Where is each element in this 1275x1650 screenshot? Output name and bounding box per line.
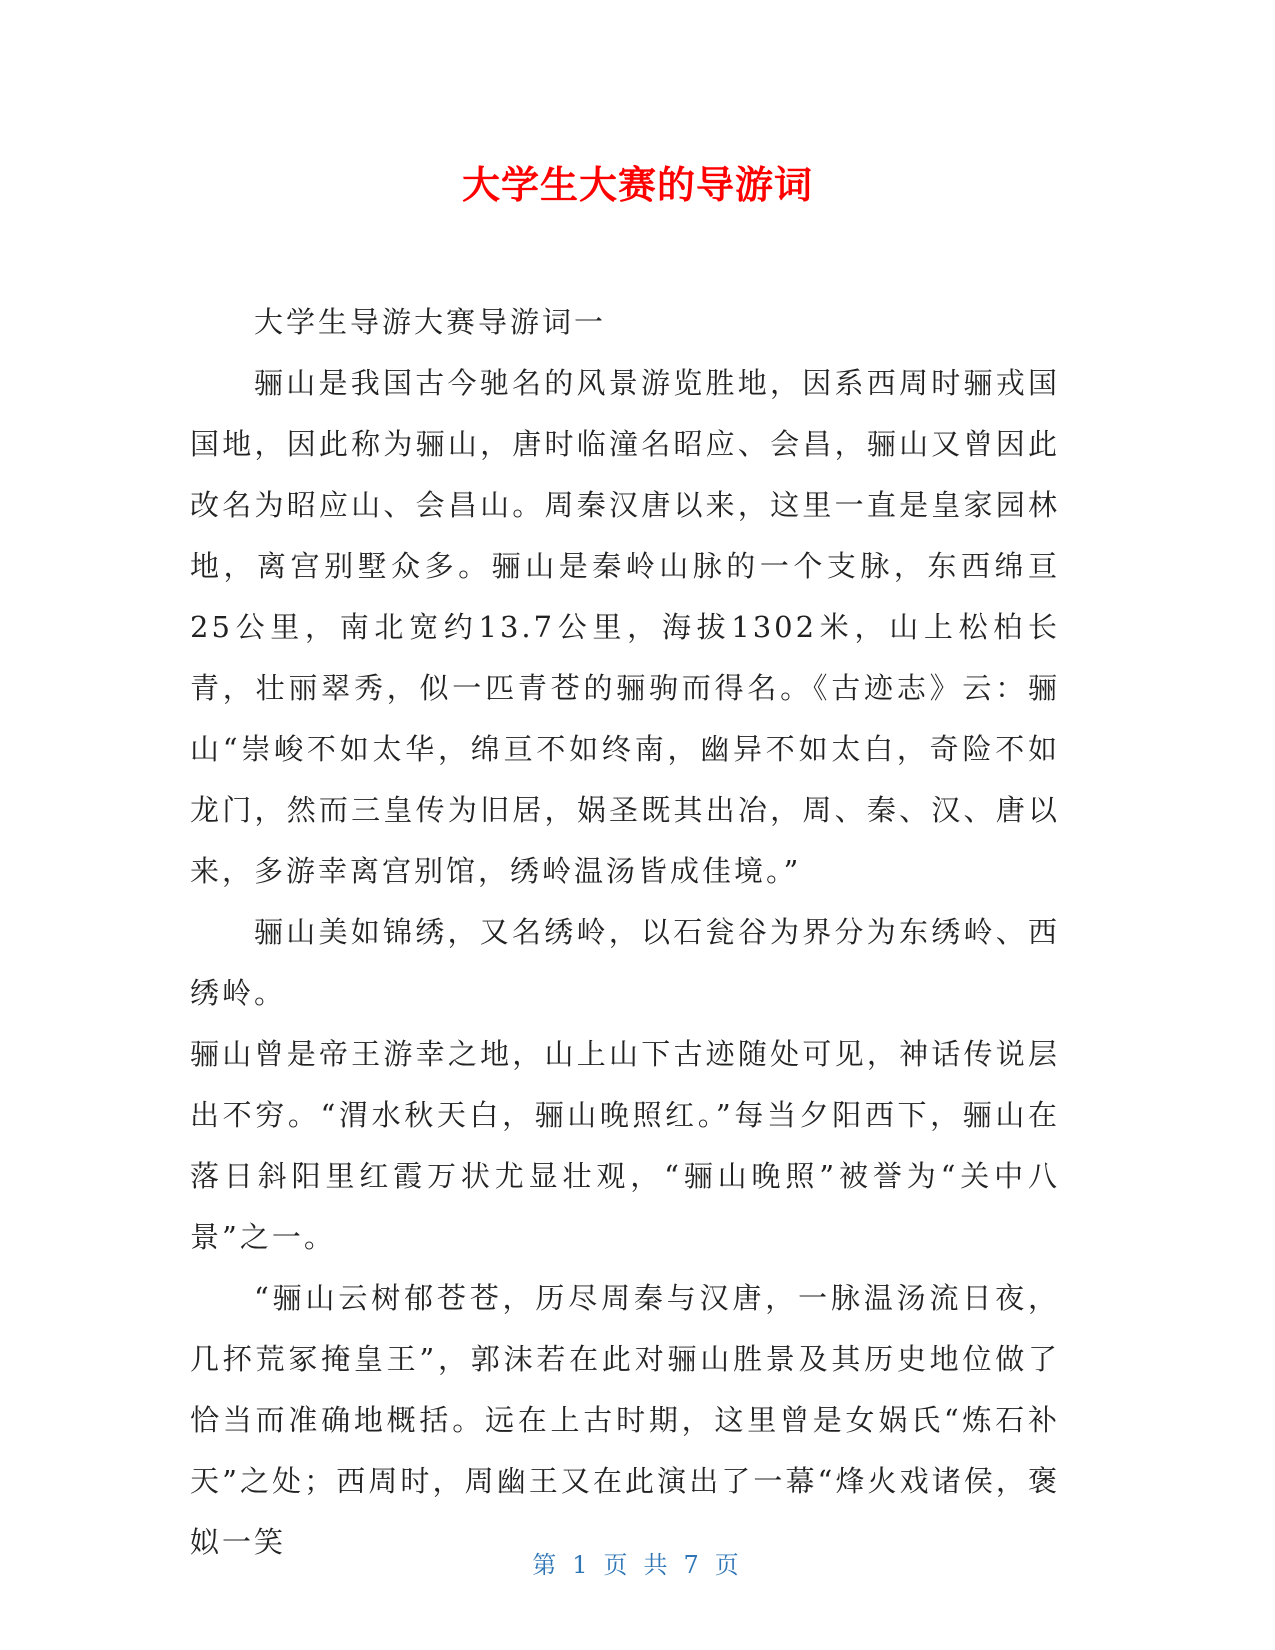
paragraph-guomoruo: “骊山云树郁苍苍，历尽周秦与汉唐，一脉温汤流日夜，几抔荒冢掩皇王”，郭沫若在此对骊山胜景及其历史地位做了恰当而准确地概括。远在上古时期，这里曾是女娲氏“炼石补天”之处；西周时，周幽王又在此演出了一幕“烽火戏诸侯，褒姒一笑 [190, 1281, 1060, 1559]
paragraph-xiuling: 骊山美如锦绣，又名绣岭，以石瓮谷为界分为东绣岭、西绣岭。 [190, 915, 1060, 1010]
footer-page-current: 1 [572, 1551, 592, 1579]
footer-label-gong: 共 [643, 1551, 672, 1579]
page-footer [0, 1548, 1275, 1582]
document-body [190, 292, 1060, 1573]
paragraph-wanzhao: 骊山曾是帝王游幸之地，山上山下古迹随处可见，神话传说层出不穷。“渭水秋天白，骊山晚照红。”每当夕阳西下，骊山在落日斜阳里红霞万状尤显壮观，“骊山晚照”被誉为“关中八景”之一。 [190, 1037, 1060, 1254]
footer-label-ye-2: 页 [714, 1551, 743, 1579]
footer-label-di: 第 [532, 1551, 561, 1579]
footer-label-ye: 页 [603, 1551, 632, 1579]
document-title: 大学生大赛的导游词 [461, 163, 813, 207]
paragraph-subtitle: 大学生导游大赛导游词一 [254, 305, 607, 339]
paragraph-intro: 骊山是我国古今驰名的风景游览胜地，因系西周时骊戎国国地，因此称为骊山，唐时临潼名昭应、会昌，骊山又曾因此改名为昭应山、会昌山。周秦汉唐以来，这里一直是皇家园林地，离宫别墅众多。骊山是秦岭山脉的一个支脉，东西绵亘25公里，南北宽约13.7公里，海拔1302米，山上松柏长青，壮丽翠秀，似一匹青苍的骊驹而得名。《古迹志》云：骊山“崇峻不如太华，绵亘不如终南，幽异不如太白，奇险不如龙门，然而三皇传为旧居，娲圣既其出冶，周、秦、汉、唐以来，多游幸离宫别馆，绣岭温汤皆成佳境。” [190, 366, 1060, 888]
footer-page-total: 7 [683, 1551, 703, 1579]
